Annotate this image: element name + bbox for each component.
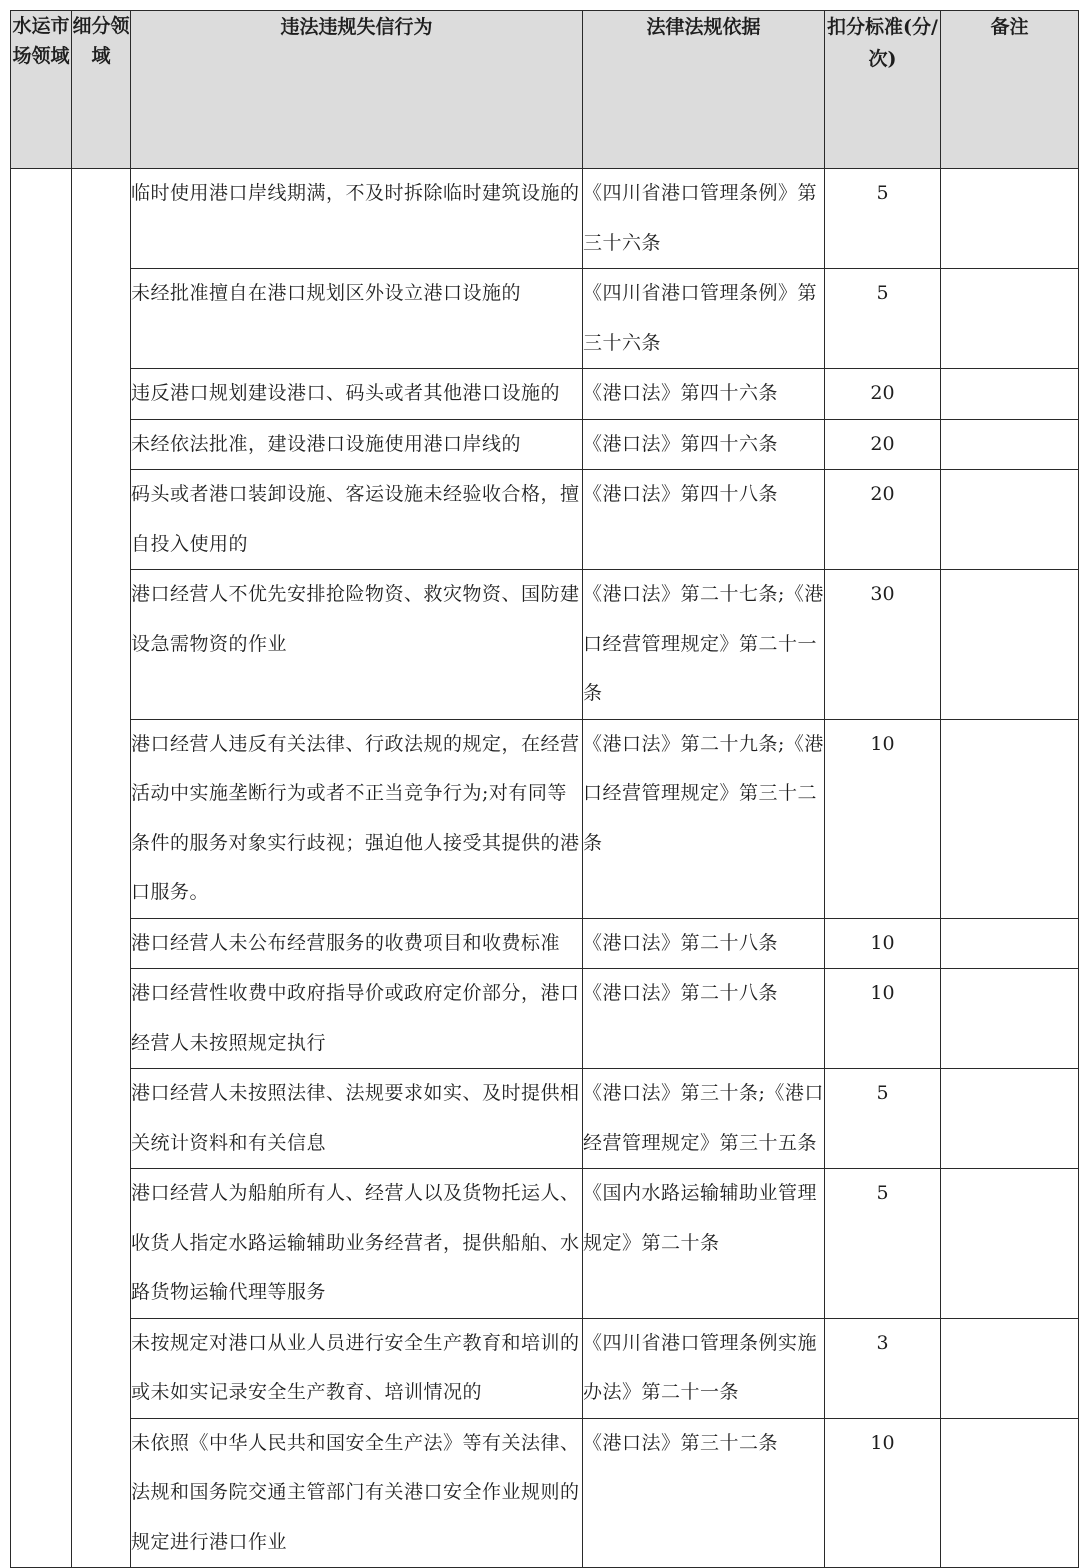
table-row — [11, 419, 1079, 470]
remark — [941, 719, 1079, 918]
table-row — [11, 1069, 1079, 1169]
deduction-score: 20 — [825, 470, 941, 570]
deduction-score: 10 — [825, 918, 941, 969]
remark — [941, 918, 1079, 969]
legal-basis: 《港口法》第四十六条 — [583, 369, 825, 420]
violation-behavior: 港口经营人未按照法律、法规要求如实、及时提供相关统计资料和有关信息 — [131, 1069, 583, 1169]
table-row — [11, 570, 1079, 720]
legal-basis: 《四川省港口管理条例》第三十六条 — [583, 169, 825, 269]
table-row — [11, 1418, 1079, 1568]
violation-behavior: 港口经营性收费中政府指导价或政府定价部分，港口经营人未按照规定执行 — [131, 969, 583, 1069]
remark — [941, 1418, 1079, 1568]
remark — [941, 269, 1079, 369]
legal-basis: 《国内水路运输辅助业管理规定》第二十条 — [583, 1169, 825, 1319]
table-row — [11, 470, 1079, 570]
deduction-score: 10 — [825, 969, 941, 1069]
table-row — [11, 269, 1079, 369]
legal-basis: 《港口法》第二十八条 — [583, 918, 825, 969]
remark — [941, 169, 1079, 269]
header-market-domain: 水运市场领域 — [11, 11, 72, 169]
legal-basis: 《四川省港口管理条例实施办法》第二十一条 — [583, 1318, 825, 1418]
remark — [941, 470, 1079, 570]
deduction-score: 20 — [825, 419, 941, 470]
violation-behavior: 港口经营人不优先安排抢险物资、救灾物资、国防建设急需物资的作业 — [131, 570, 583, 720]
table-row — [11, 369, 1079, 420]
legal-basis: 《港口法》第二十八条 — [583, 969, 825, 1069]
table-row — [11, 1318, 1079, 1418]
remark — [941, 969, 1079, 1069]
violation-behavior: 未经批准擅自在港口规划区外设立港口设施的 — [131, 269, 583, 369]
deduction-score: 5 — [825, 1069, 941, 1169]
header-sub-domain: 细分领域 — [72, 11, 131, 169]
deduction-score: 30 — [825, 570, 941, 720]
sub-domain-cell — [72, 169, 131, 1568]
deduction-score: 5 — [825, 269, 941, 369]
violation-behavior: 未经依法批准，建设港口设施使用港口岸线的 — [131, 419, 583, 470]
deduction-score: 10 — [825, 719, 941, 918]
table-row — [11, 169, 1079, 269]
violation-behavior: 临时使用港口岸线期满，不及时拆除临时建筑设施的 — [131, 169, 583, 269]
header-deduction-standard: 扣分标准(分/次) — [825, 11, 941, 169]
header-remarks: 备注 — [941, 11, 1079, 169]
table-row — [11, 969, 1079, 1069]
violation-behavior: 港口经营人为船舶所有人、经营人以及货物托运人、收货人指定水路运输辅助业务经营者，提供船舶、水路货物运输代理等服务 — [131, 1169, 583, 1319]
legal-basis: 《港口法》第三十二条 — [583, 1418, 825, 1568]
deduction-score: 10 — [825, 1418, 941, 1568]
violation-behavior: 违反港口规划建设港口、码头或者其他港口设施的 — [131, 369, 583, 420]
table-row — [11, 1169, 1079, 1319]
violation-behavior: 码头或者港口装卸设施、客运设施未经验收合格，擅自投入使用的 — [131, 470, 583, 570]
legal-basis: 《港口法》第二十九条;《港口经营管理规定》第三十二条 — [583, 719, 825, 918]
deduction-score: 3 — [825, 1318, 941, 1418]
table-header — [11, 11, 1079, 169]
legal-basis: 《四川省港口管理条例》第三十六条 — [583, 269, 825, 369]
remark — [941, 570, 1079, 720]
legal-basis: 《港口法》第四十八条 — [583, 470, 825, 570]
violation-behavior: 港口经营人未公布经营服务的收费项目和收费标准 — [131, 918, 583, 969]
header-legal-basis: 法律法规依据 — [583, 11, 825, 169]
legal-basis: 《港口法》第四十六条 — [583, 419, 825, 470]
deduction-score: 5 — [825, 169, 941, 269]
table-row — [11, 719, 1079, 918]
header-violation-behavior: 违法违规失信行为 — [131, 11, 583, 169]
market-domain-cell — [11, 169, 72, 1568]
violation-behavior: 未按规定对港口从业人员进行安全生产教育和培训的或未如实记录安全生产教育、培训情况的 — [131, 1318, 583, 1418]
violation-behavior: 港口经营人违反有关法律、行政法规的规定，在经营活动中实施垄断行为或者不正当竞争行为;对有同等条件的服务对象实行歧视；强迫他人接受其提供的港口服务。 — [131, 719, 583, 918]
remark — [941, 419, 1079, 470]
violation-behavior: 未依照《中华人民共和国安全生产法》等有关法律、法规和国务院交通主管部门有关港口安全作业规则的规定进行港口作业 — [131, 1418, 583, 1568]
legal-basis: 《港口法》第二十七条;《港口经营管理规定》第二十一条 — [583, 570, 825, 720]
remark — [941, 1169, 1079, 1319]
legal-basis: 《港口法》第三十条;《港口经营管理规定》第三十五条 — [583, 1069, 825, 1169]
penalty-table — [10, 10, 1079, 1568]
remark — [941, 1318, 1079, 1418]
remark — [941, 1069, 1079, 1169]
deduction-score: 5 — [825, 1169, 941, 1319]
table-row — [11, 918, 1079, 969]
remark — [941, 369, 1079, 420]
deduction-score: 20 — [825, 369, 941, 420]
